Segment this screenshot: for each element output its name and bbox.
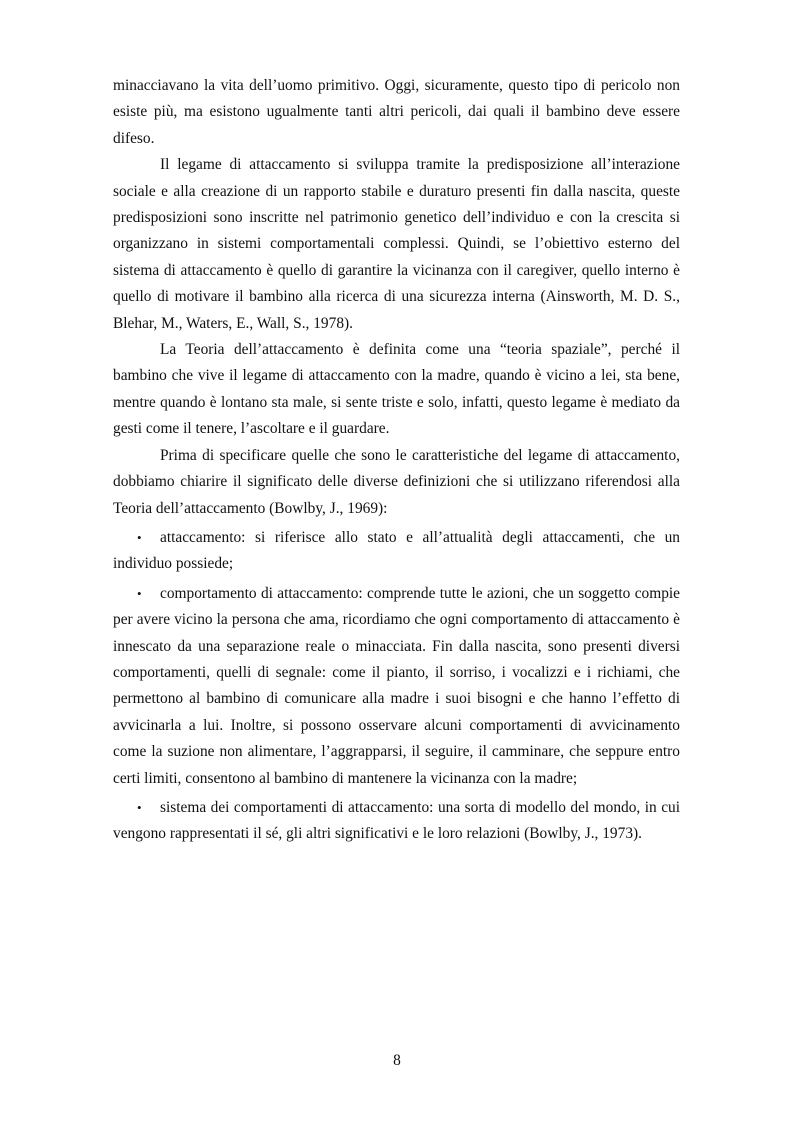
paragraph-definizioni: Prima di specificare quelle che sono le caratteristiche del legame di attaccamento, dobbiamo chiarire il significato delle diverse definizioni che si utilizzano riferendosi alla Teoria dell’attaccamento (Bowlby, J., 1969): [113, 446, 680, 517]
page-number: 8 [393, 1052, 401, 1069]
list-item-text: attaccamento: si riferisce allo stato e all’attualità degli attaccamenti, che un individuo possiede; [113, 528, 680, 573]
paragraph-continuation: minacciavano la vita dell’uomo primitivo. Oggi, sicuramente, questo tipo di pericolo non esiste più, ma esistono ugualmente tanti altri pericoli, dai quali il bambino deve essere difeso. [113, 77, 680, 147]
list-item [113, 581, 680, 792]
bullet-icon: • [137, 799, 142, 815]
paragraph-legame: Il legame di attaccamento si sviluppa tramite la predisposizione all’interazione sociale e alla creazione di un rapporto stabile e duraturo presenti fin dalla nascita, queste predisposizioni sono inscritte nel patrimonio genetico dell’individuo e con la crescita si organizzano in sistemi comportamentali complessi. Quindi, se l’obiettivo esterno del sistema di attaccamento è quello di garantire la vicinanza con il caregiver, quello interno è quello di motivare il bambino alla ricerca di una sicurezza interna (Ainsworth, M. D. S., Blehar, M., Waters, E., Wall, S., 1978). [113, 156, 680, 332]
list-item-text: comportamento di attaccamento: comprende tutte le azioni, che un soggetto compie per avere vicino la persona che ama, ricordiamo che ogni comportamento di attaccamento è innescato da una separazione reale o minacciata. Fin dalla nascita, sono presenti diversi comportamenti, quelli di segnale: come il pianto, il sorriso, i vocalizzi e i richiami, che permettono al bambino di comunicare alla madre i suoi bisogni e che hanno l’effetto di avvicinarla a lui. Inoltre, si possono osservare alcuni comportamenti di avvicinamento come la suzione non alimentare, l’aggrapparsi, il seguire, il camminare, che seppure entro certi limiti, consentono al bambino di mantenere la vicinanza con la madre; [113, 584, 680, 787]
body-text [113, 73, 680, 848]
definition-list [113, 525, 680, 848]
bullet-icon: • [137, 529, 142, 545]
list-item [113, 525, 680, 578]
paragraph-teoria-spaziale: La Teoria dell’attaccamento è definita come una “teoria spaziale”, perché il bambino che vive il legame di attaccamento con la madre, quando è vicino a lei, sta bene, mentre quando è lontano sta male, si sente triste e solo, infatti, questo legame è mediato da gesti come il tenere, l’ascoltare e il guardare. [113, 341, 680, 438]
list-item [113, 795, 680, 848]
bullet-icon: • [137, 585, 142, 601]
list-item-text: sistema dei comportamenti di attaccamento: una sorta di modello del mondo, in cui vengono rappresentati il sé, gli altri significativi e le loro relazioni (Bowlby, J., 1973). [113, 798, 680, 843]
